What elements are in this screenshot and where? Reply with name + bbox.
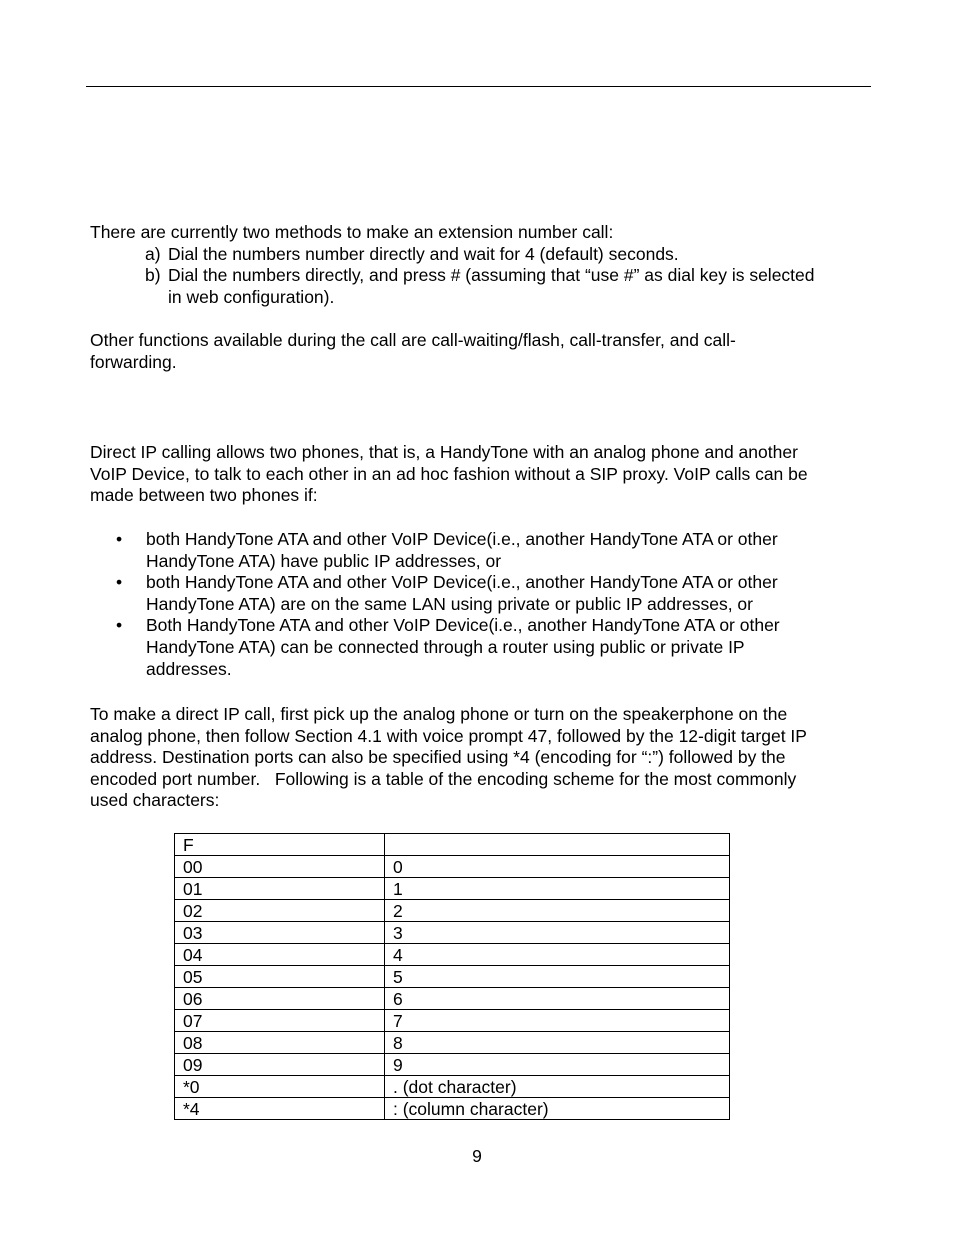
- header-rule: [86, 86, 871, 87]
- table-cell: 1: [385, 878, 730, 900]
- table-header-cell: [385, 834, 730, 856]
- table-cell: 06: [175, 988, 385, 1010]
- list-item-line: both HandyTone ATA and other VoIP Device(i.e., another HandyTone ATA or other: [146, 529, 778, 549]
- paragraph-line: forwarding.: [90, 351, 177, 372]
- table-header-row: [175, 834, 730, 856]
- table-cell: 02: [175, 900, 385, 922]
- table-row: [175, 1076, 730, 1098]
- list-item: [90, 529, 870, 572]
- method-label: a): [145, 244, 161, 264]
- table-cell: 0: [385, 856, 730, 878]
- table-cell: 9: [385, 1054, 730, 1076]
- table-row: [175, 1098, 730, 1120]
- table-cell: . (dot character): [385, 1076, 730, 1098]
- other-functions-paragraph: [90, 330, 870, 373]
- bullet-icon: •: [116, 572, 123, 593]
- method-text: Dial the numbers number directly and wait for 4 (default) seconds.: [168, 244, 679, 264]
- paragraph-line: address. Destination ports can also be specified using *4 (encoding for “:”) followed by the: [90, 747, 786, 768]
- method-continuation: in web configuration).: [168, 286, 335, 307]
- table-cell: 5: [385, 966, 730, 988]
- table-header-cell: F: [175, 834, 385, 856]
- table-cell: *4: [175, 1098, 385, 1120]
- paragraph-line: analog phone, then follow Section 4.1 with voice prompt 47, followed by the 12-digit target IP: [90, 725, 807, 746]
- table-cell: 4: [385, 944, 730, 966]
- table-cell: 03: [175, 922, 385, 944]
- table-row: [175, 878, 730, 900]
- paragraph-line: VoIP Device, to talk to each other in an ad hoc fashion without a SIP proxy. VoIP calls can be: [90, 463, 808, 484]
- paragraph-line: To make a direct IP call, first pick up the analog phone or turn on the speakerphone on the: [90, 704, 788, 724]
- table-row: [175, 944, 730, 966]
- table-cell: 6: [385, 988, 730, 1010]
- table-row: [175, 966, 730, 988]
- table-cell: 8: [385, 1032, 730, 1054]
- list-item-line: HandyTone ATA) have public IP addresses, or: [146, 550, 502, 571]
- table-cell: 01: [175, 878, 385, 900]
- paragraph-line: made between two phones if:: [90, 485, 318, 506]
- bullet-icon: •: [116, 529, 123, 549]
- list-item-line: both HandyTone ATA and other VoIP Device(i.e., another HandyTone ATA or other: [146, 572, 778, 593]
- table-cell: 04: [175, 944, 385, 966]
- list-item-line: addresses.: [146, 658, 232, 679]
- table-cell: 00: [175, 856, 385, 878]
- table-cell: 7: [385, 1010, 730, 1032]
- table-cell: 05: [175, 966, 385, 988]
- list-item: [90, 615, 870, 680]
- method-b: [145, 265, 870, 308]
- page-number: 9: [472, 1146, 482, 1166]
- paragraph-line: Direct IP calling allows two phones, that is, a HandyTone with an analog phone and another: [90, 442, 798, 462]
- method-label: b): [145, 265, 161, 285]
- table-row: [175, 1010, 730, 1032]
- table-cell: *0: [175, 1076, 385, 1098]
- paragraph-line: encoded port number. Following is a table of the encoding scheme for the most commonly: [90, 768, 797, 789]
- bullet-icon: •: [116, 615, 123, 636]
- table-row: [175, 922, 730, 944]
- paragraph-line: used characters:: [90, 790, 220, 811]
- table-row: [175, 1054, 730, 1076]
- method-text: Dial the numbers directly, and press # (assuming that “use #” as dial key is selected: [168, 265, 815, 285]
- intro-paragraph: There are currently two methods to make an extension number call:: [90, 222, 614, 242]
- instructions-paragraph: [90, 704, 870, 812]
- table-cell: 2: [385, 900, 730, 922]
- list-item-line: Both HandyTone ATA and other VoIP Device(i.e., another HandyTone ATA or other: [146, 615, 780, 636]
- table-row: [175, 856, 730, 878]
- table-cell: 3: [385, 922, 730, 944]
- table-cell: 09: [175, 1054, 385, 1076]
- direct-ip-paragraph: [90, 442, 870, 507]
- table-cell: 08: [175, 1032, 385, 1054]
- table-row: [175, 988, 730, 1010]
- table-cell: : (column character): [385, 1098, 730, 1120]
- conditions-list: [90, 529, 870, 680]
- method-a: [145, 244, 870, 266]
- table-cell: 07: [175, 1010, 385, 1032]
- encoding-table: [174, 833, 730, 1120]
- table-row: [175, 1032, 730, 1054]
- list-item: [90, 572, 870, 615]
- list-item-line: HandyTone ATA) can be connected through a router using public or private IP: [146, 636, 745, 657]
- table-row: [175, 900, 730, 922]
- list-item-line: HandyTone ATA) are on the same LAN using private or public IP addresses, or: [146, 593, 753, 614]
- paragraph-line: Other functions available during the call are call-waiting/flash, call-transfer, and call-: [90, 330, 736, 350]
